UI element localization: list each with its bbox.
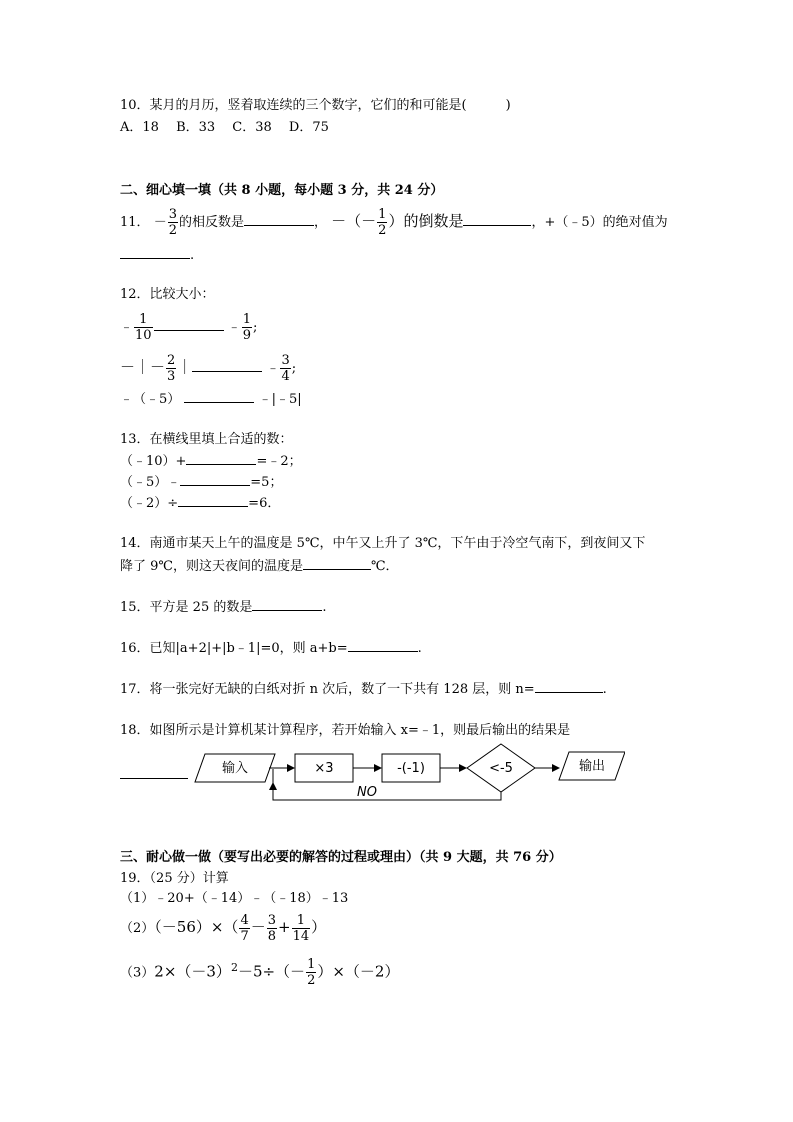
q11-fraction-2 — [377, 207, 387, 238]
q12-r1-frac2 — [242, 312, 252, 343]
q12-row-2 — [120, 352, 296, 384]
q11-num: 11． — [120, 215, 150, 230]
q12-r2-num2: 3 — [281, 353, 290, 368]
q13-r3-b: =6． — [248, 496, 281, 511]
q16-b: . — [417, 641, 422, 656]
q17-blank[interactable] — [535, 680, 603, 693]
q12-row-1 — [120, 312, 257, 343]
q11-line2 — [120, 246, 194, 265]
q19-p2-den1: 7 — [240, 929, 249, 944]
q12-r1-den: 10 — [135, 328, 152, 343]
q13-r2-b: =5； — [250, 475, 283, 490]
q14-line2 — [120, 557, 399, 576]
q12-blank-3[interactable] — [184, 390, 254, 403]
q14-blank[interactable] — [303, 557, 371, 570]
q11-blank-2[interactable] — [463, 213, 531, 226]
q15 — [120, 598, 327, 617]
q19-p2-close: ） — [311, 918, 327, 936]
q13-r2-a: （﹣5）﹣ — [120, 475, 181, 490]
q12-blank-1[interactable] — [154, 318, 224, 331]
q13-title: 13．在横线里填上合适的数： — [120, 432, 293, 447]
q17-b: . — [602, 682, 607, 697]
section2-title: 二、细心填一填（共 8 小题，每小题 3 分，共 24 分） — [120, 183, 444, 198]
q16-a: 16．已知|a+2|+|b﹣1|=0，则 a+b= — [120, 641, 348, 656]
q19-p3-lead: 2×（－3） — [154, 962, 231, 981]
q19-p2-op2: + — [278, 918, 291, 936]
q19-p2-lead: （－56）×（ — [154, 918, 239, 936]
q12-r1-den2: 9 — [242, 328, 251, 343]
q12-r1-sign2: ﹣ — [227, 320, 241, 335]
q12-r2-a: －｜－ — [120, 358, 166, 376]
q11-f2-num: 1 — [378, 207, 387, 222]
q12-r3-b: ﹣|﹣5| — [258, 392, 302, 407]
q17-a: 17．将一张完好无缺的白纸对折 n 次后，数了一下共有 128 层，则 n= — [120, 682, 535, 697]
q13-r3-a: （﹣2）÷ — [120, 496, 179, 511]
q11-blank-3[interactable] — [120, 246, 190, 259]
q12-r3-a: ﹣（﹣5） — [120, 392, 181, 407]
q13-r1-a: （﹣10）+ — [120, 454, 187, 469]
q16 — [120, 639, 422, 658]
q10-options: A．18 B．33 C．38 D．75 — [120, 120, 329, 135]
q19-part-2 — [120, 912, 326, 944]
q12-r1-num2: 1 — [242, 312, 251, 327]
q19-p2-label: （2） — [120, 921, 155, 936]
q12-r1-end: ; — [253, 320, 258, 335]
q14-line2-b: ℃． — [370, 559, 399, 574]
section3-title: 三、耐心做一做（要写出必要的解答的过程或理由）（共 9 大题，共 76 分） — [120, 850, 562, 865]
flow-output-label: 输出 — [578, 759, 606, 774]
flow-no-label: NO — [357, 785, 377, 800]
q11-end: . — [190, 248, 195, 263]
q18-blank[interactable] — [120, 778, 188, 779]
q13-blank-1[interactable] — [186, 452, 256, 465]
q12-r1-frac — [134, 312, 153, 343]
q12-r2-frac — [166, 353, 176, 384]
q19-p3-den: 2 — [307, 973, 316, 989]
q11-f1-num: 3 — [168, 207, 177, 222]
flow-multiply-label: ×3 — [314, 761, 334, 776]
q11-fraction-1 — [168, 207, 178, 238]
q13-blank-2[interactable] — [180, 473, 250, 486]
q18-text: 18．如图所示是计算机某计算程序，若开始输入 x=﹣1，则最后输出的结果是 — [120, 723, 571, 738]
q11-t4: ）的倒数是 — [388, 212, 464, 230]
flowchart — [185, 740, 625, 805]
q12-r2-den2: 4 — [281, 369, 290, 384]
q12-r2-end: ; — [291, 361, 297, 376]
flow-subtract-label: -(-1) — [397, 761, 425, 776]
q11-neg: － — [153, 215, 167, 230]
q19-p3-exponent: 2 — [230, 961, 238, 974]
q12-r1-sign: ﹣ — [120, 320, 134, 335]
q15-a: 15．平方是 25 的数是 — [120, 600, 253, 615]
q10-text: 10．某月的月历，竖着取连续的三个数字，它们的和可能是( ) — [120, 98, 511, 113]
q19-p2-num3: 1 — [292, 913, 311, 929]
flow-input-label: 输入 — [221, 761, 249, 776]
q19-part-3 — [120, 953, 399, 988]
q19-p3-mid: －5÷（－ — [237, 962, 306, 981]
q11-t1: 的相反数是 — [178, 215, 244, 230]
q15-b: . — [322, 600, 327, 615]
q12-r2-frac2 — [280, 353, 290, 384]
q11-t5: ，+（﹣5）的绝对值为 — [531, 215, 668, 230]
q19-part-1: （1）﹣20+（﹣14）﹣（﹣18）﹣13 — [120, 891, 349, 906]
q12-title: 12．比较大小： — [120, 287, 215, 302]
flow-condition-label: <-5 — [489, 761, 513, 776]
q11-f2-den: 2 — [378, 223, 387, 238]
q19-p2-frac1 — [239, 913, 249, 944]
q12-r1-num: 1 — [134, 312, 153, 328]
q12-row-3 — [120, 390, 302, 409]
q13-r1-b: =﹣2； — [256, 454, 302, 469]
q19-p3-label: （3） — [120, 965, 155, 981]
q13-row-1 — [120, 452, 302, 471]
q11 — [120, 206, 668, 238]
q11-f1-den: 2 — [168, 223, 177, 238]
q12-blank-2[interactable] — [192, 359, 262, 372]
q19-p2-den2: 8 — [267, 929, 277, 944]
q19-title: 19．（25 分）计算 — [120, 871, 229, 886]
q12-r2-den: 3 — [167, 369, 176, 384]
q19-p2-den3: 14 — [292, 929, 310, 944]
q11-t2: ， — [314, 215, 328, 230]
q14-line1: 14．南通市某天上午的温度是 5℃，中午又上升了 3℃，下午由于冷空气南下，到夜间又下 — [120, 536, 646, 551]
q12-r2-num: 2 — [167, 353, 176, 368]
q11-t3: －（－ — [331, 212, 377, 230]
q19-p3-tail: ）×（－2） — [317, 962, 400, 981]
q14-line2-a: 降了 9℃，则这天夜间的温度是 — [120, 559, 303, 574]
q12-r2-b: ｜ — [177, 358, 193, 376]
q12-r2-sign2: ﹣ — [266, 361, 280, 376]
q19-p2-op1: － — [250, 918, 266, 936]
q17 — [120, 680, 607, 699]
q19-p2-num2: 3 — [267, 913, 277, 928]
q13-blank-3[interactable] — [178, 494, 248, 507]
q19-p3-num: 1 — [307, 957, 316, 973]
q15-blank[interactable] — [252, 598, 322, 611]
q19-p2-frac3 — [292, 913, 311, 944]
q16-blank[interactable] — [348, 639, 418, 652]
q13-row-2 — [120, 473, 282, 492]
q13-row-3 — [120, 494, 280, 513]
q19-p3-frac — [306, 957, 316, 988]
q19-p2-num1: 4 — [240, 913, 249, 928]
q11-blank-1[interactable] — [244, 213, 314, 226]
q19-p2-frac2 — [267, 913, 277, 944]
